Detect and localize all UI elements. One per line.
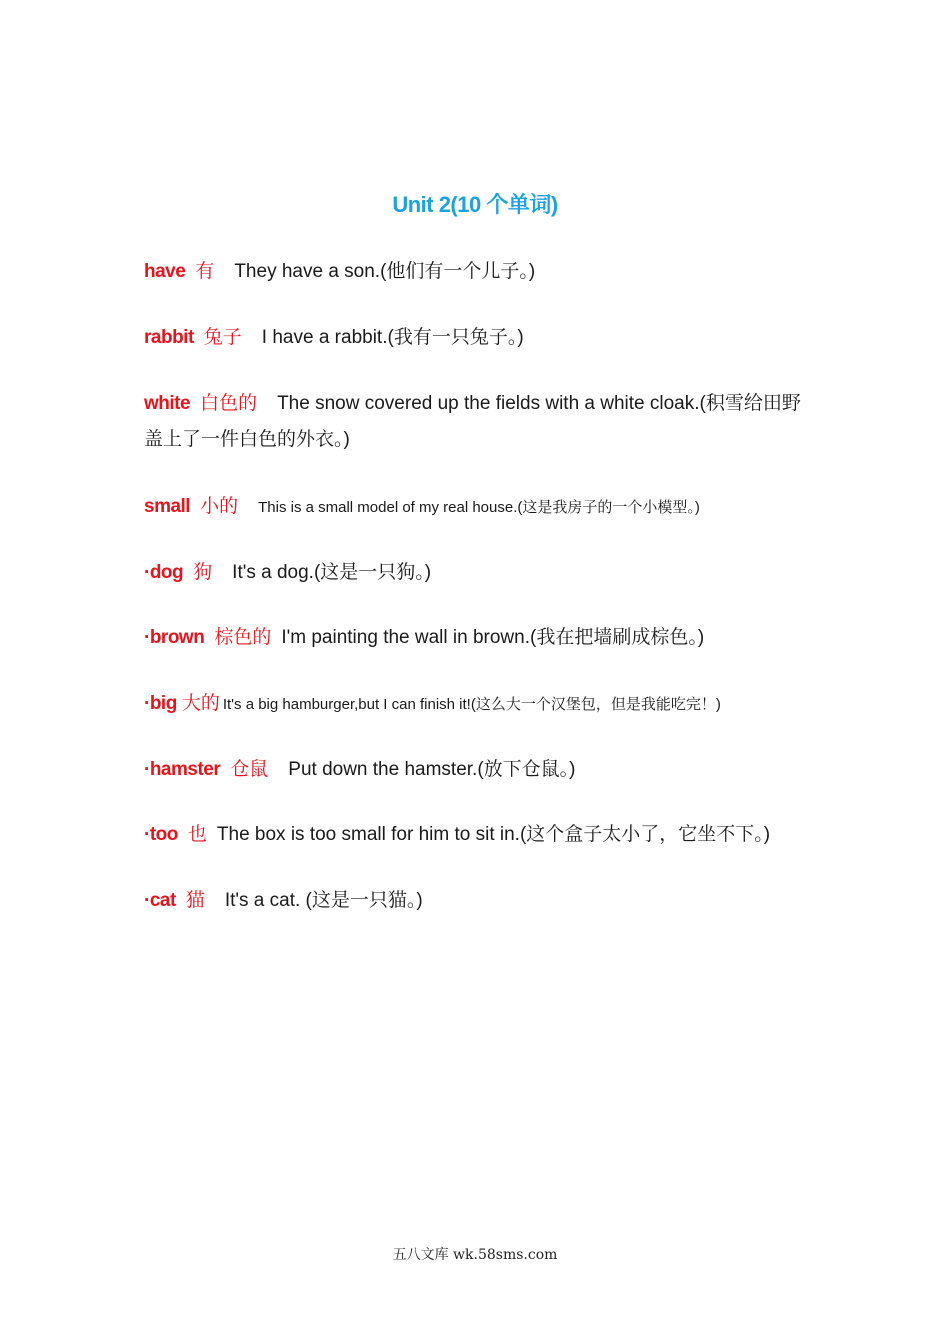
example-sentence: The box is too small for him to sit in.(这个盒子太小了，它坐不下。) xyxy=(216,824,771,845)
vocab-meaning: 仓鼠 xyxy=(230,759,269,780)
vocab-meaning: 猫 xyxy=(185,890,205,911)
example-sentence: I have a rabbit.(我有一只兔子。) xyxy=(261,327,524,348)
vocab-word: rabbit xyxy=(144,327,194,348)
example-sentence: It's a dog.(这是一只狗。) xyxy=(232,562,432,583)
vocab-meaning: 有 xyxy=(195,261,215,282)
example-sentence: It's a cat. (这是一只猫。) xyxy=(224,890,423,911)
unit-title: Unit 2(10 个单词) xyxy=(392,192,558,217)
vocab-meaning: 兔子 xyxy=(203,327,242,348)
vocab-word: ·cat xyxy=(144,890,176,911)
vocab-word: small xyxy=(144,496,191,517)
example-sentence: Put down the hamster.(放下仓鼠。) xyxy=(288,759,576,780)
vocab-entry-big xyxy=(144,686,814,723)
vocab-word: ·big xyxy=(144,693,177,714)
example-sentence: The snow covered up the fields with a white cloak.(积雪给田野盖上了一件白色的外衣。) xyxy=(144,393,801,450)
example-sentence: They have a son.(他们有一个儿子。) xyxy=(234,261,536,282)
vocab-entry-dog xyxy=(144,555,814,591)
vocab-entry-brown xyxy=(144,620,814,656)
example-sentence: This is a small model of my real house.(这是我房子的一个小模型。) xyxy=(258,499,700,516)
vocab-entry-hamster xyxy=(144,752,814,788)
example-sentence: It's a big hamburger,but I can finish it!(这么大一个汉堡包，但是我能吃完！) xyxy=(222,696,721,713)
vocab-word: white xyxy=(144,393,191,414)
vocab-entry-rabbit xyxy=(144,320,814,356)
vocab-entry-too xyxy=(144,817,814,853)
vocab-word: ·dog xyxy=(144,562,184,583)
vocab-meaning: 棕色的 xyxy=(214,627,272,648)
page-footer: 五八文库 wk.58sms.com xyxy=(392,1247,558,1263)
vocab-entry-white xyxy=(144,386,814,458)
example-sentence: I'm painting the wall in brown.(我在把墙刷成棕色。) xyxy=(281,627,705,648)
vocab-meaning: 小的 xyxy=(200,496,239,517)
vocab-word: ·brown xyxy=(144,627,205,648)
vocab-word: ·hamster xyxy=(144,759,221,780)
vocab-entry-small xyxy=(144,489,814,526)
vocab-meaning: 狗 xyxy=(193,562,213,583)
vocab-meaning: 也 xyxy=(187,824,207,845)
vocab-word: ·too xyxy=(144,824,178,845)
vocab-word: have xyxy=(144,261,186,282)
vocab-meaning: 大的 xyxy=(181,693,220,714)
vocab-meaning: 白色的 xyxy=(200,393,258,414)
vocab-entry-cat xyxy=(144,883,814,919)
vocab-entry-have xyxy=(144,254,814,290)
